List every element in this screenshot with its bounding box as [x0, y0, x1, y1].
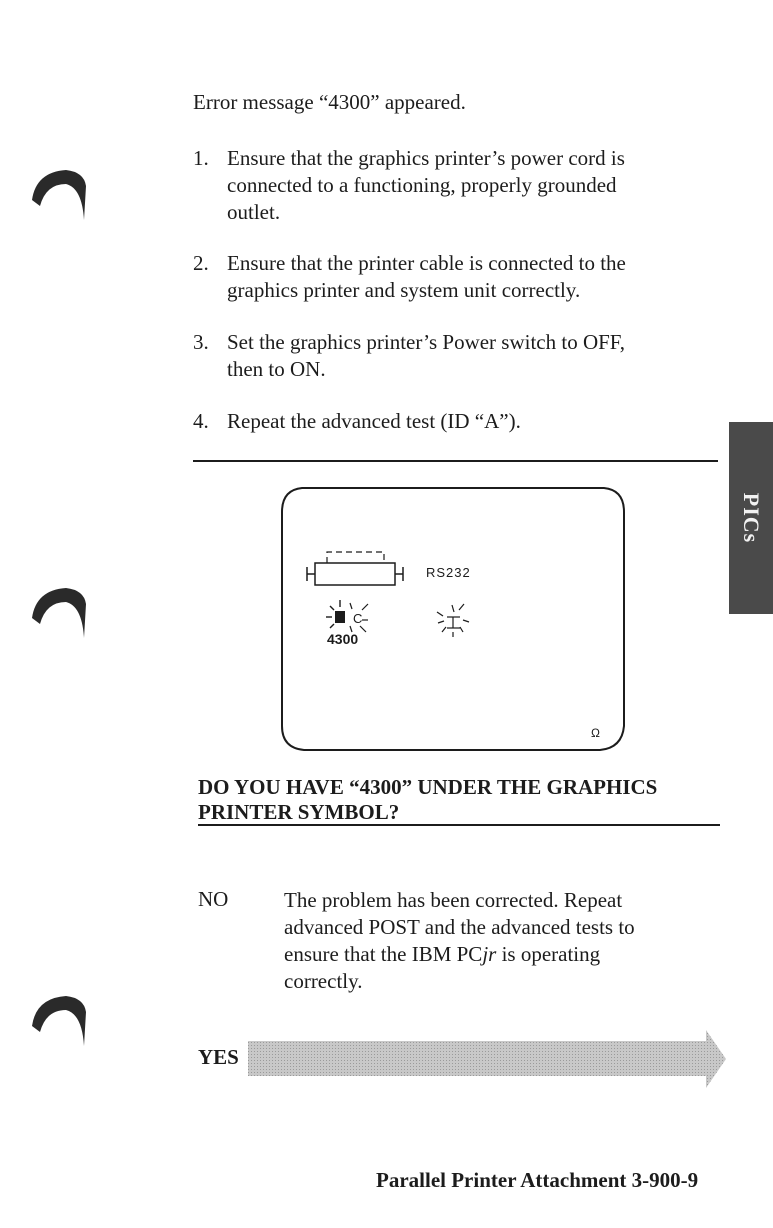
divider-top	[193, 460, 718, 462]
page-footer: Parallel Printer Attachment 3-900-9	[376, 1168, 699, 1192]
step-number: 2.	[193, 251, 209, 275]
binder-hole-top-icon	[26, 160, 90, 224]
section-tab-text: PICs	[739, 492, 765, 544]
error-code-label: 4300	[327, 631, 359, 647]
continue-arrow-icon	[248, 1030, 726, 1088]
step-line: then to ON.	[227, 357, 326, 381]
pcjr-italic: jr	[482, 942, 497, 966]
step-text	[227, 329, 687, 383]
answer-line: The problem has been corrected. Repeat	[284, 888, 623, 912]
screen-diagram	[280, 486, 626, 752]
step-4	[193, 408, 693, 435]
step-line: outlet.	[227, 200, 281, 224]
step-text	[227, 145, 687, 226]
question-line: PRINTER SYMBOL?	[198, 800, 400, 824]
answer-line: advanced POST and the advanced tests to	[284, 915, 635, 939]
printer-symbol-icon	[307, 552, 403, 585]
question-heading	[198, 775, 718, 825]
answer-line: ensure that the IBM PCjr is operating	[284, 942, 601, 966]
step-3	[193, 329, 693, 383]
step-line: Set the graphics printer’s Power switch to OFF,	[227, 330, 626, 354]
answer-no-text	[284, 887, 704, 995]
step-line: Repeat the advanced test (ID “A”).	[227, 409, 521, 433]
section-tab-label	[729, 422, 773, 614]
step-text	[227, 250, 687, 304]
rs232-label: RS232	[426, 565, 471, 580]
step-line: Ensure that the graphics printer’s power cord is	[227, 146, 625, 170]
rs232-indicator-icon	[437, 604, 469, 637]
section-tab	[729, 422, 773, 614]
answer-no-key: NO	[198, 887, 229, 911]
intro-text: Error message “4300” appeared.	[193, 90, 466, 114]
step-line: Ensure that the printer cable is connected to the	[227, 251, 626, 275]
step-line: connected to a functioning, properly grounded	[227, 173, 617, 197]
error-indicator-icon	[326, 600, 368, 632]
step-number: 3.	[193, 330, 209, 354]
answer-line: correctly.	[284, 969, 363, 993]
divider-question	[198, 824, 720, 826]
step-2	[193, 250, 693, 304]
binder-hole-bottom-icon	[26, 986, 90, 1050]
step-number: 4.	[193, 409, 209, 433]
answer-yes-key: YES	[198, 1045, 239, 1069]
screen-corner-mark: Ω	[591, 726, 600, 740]
step-line: graphics printer and system unit correctly.	[227, 278, 581, 302]
step-text	[227, 408, 687, 435]
step-1	[193, 145, 693, 226]
step-number: 1.	[193, 146, 209, 170]
binder-hole-middle-icon	[26, 578, 90, 642]
question-line: DO YOU HAVE “4300” UNDER THE GRAPHICS	[198, 775, 658, 799]
svg-text:C: C	[353, 611, 363, 626]
